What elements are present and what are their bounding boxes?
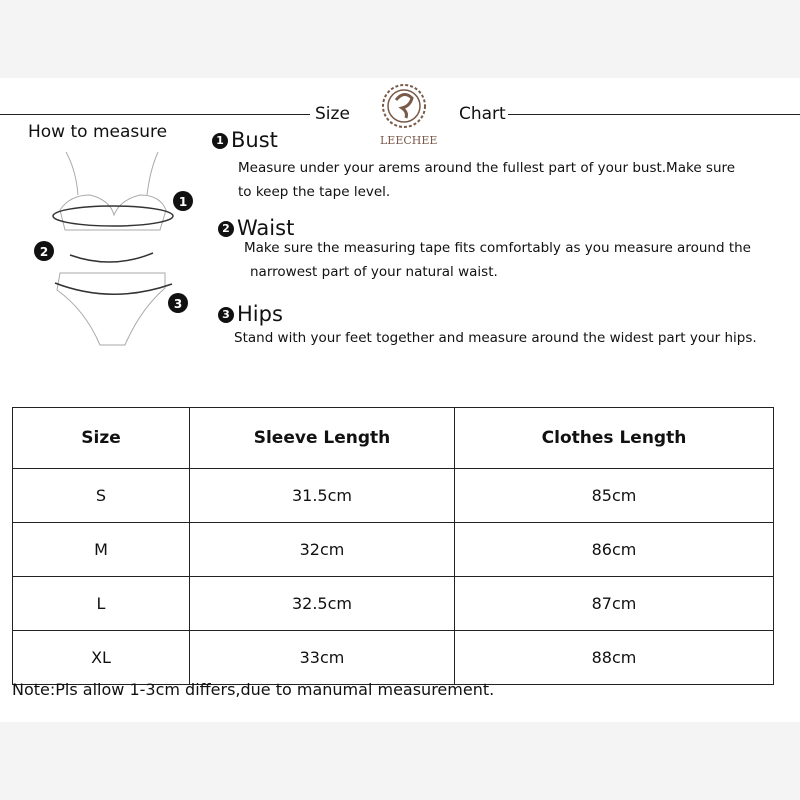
section-title: Waist xyxy=(237,216,295,240)
section-hips xyxy=(218,302,757,350)
cell: 87cm xyxy=(455,577,774,631)
size-table xyxy=(12,407,774,685)
cell: 85cm xyxy=(455,469,774,523)
top-band xyxy=(0,0,800,78)
marker-3: 3 xyxy=(173,297,183,311)
cell: 88cm xyxy=(455,631,774,685)
marker-2: 2 xyxy=(39,245,49,259)
how-to-measure-label: How to measure xyxy=(28,122,168,142)
table-row xyxy=(13,469,774,523)
divider-left xyxy=(0,114,310,115)
section-text: to keep the tape level. xyxy=(238,184,391,200)
title-size: Size xyxy=(315,104,350,124)
marker-1: 1 xyxy=(178,195,188,209)
table-row xyxy=(13,631,774,685)
divider-right xyxy=(508,114,800,115)
number-3-icon: 3 xyxy=(218,307,234,323)
table-header-row xyxy=(13,408,774,469)
note-text: Note:Pls allow 1-3cm differs,due to manumal measurement. xyxy=(12,680,495,699)
cell: S xyxy=(13,469,190,523)
cell: 31.5cm xyxy=(190,469,455,523)
number-2-icon: 2 xyxy=(218,221,234,237)
bottom-band xyxy=(0,722,800,800)
section-title: Bust xyxy=(231,128,278,152)
svg-text:LEECHEE: LEECHEE xyxy=(380,134,438,147)
section-title: Hips xyxy=(237,302,283,326)
cell: XL xyxy=(13,631,190,685)
section-bust xyxy=(212,128,735,204)
title-chart: Chart xyxy=(459,104,506,124)
section-text: narrowest part of your natural waist. xyxy=(250,264,498,280)
section-text: Stand with your feet together and measure around the widest part your hips. xyxy=(234,330,757,346)
cell: M xyxy=(13,523,190,577)
section-waist xyxy=(218,216,751,284)
cell: 33cm xyxy=(190,631,455,685)
table-row xyxy=(13,577,774,631)
section-text: Make sure the measuring tape fits comfortably as you measure around the xyxy=(244,240,751,256)
number-1-icon: 1 xyxy=(212,133,228,149)
header-clothes-length: Clothes Length xyxy=(455,408,774,469)
header-size: Size xyxy=(13,408,190,469)
section-text: Measure under your arems around the fullest part of your bust.Make sure xyxy=(238,160,736,176)
cell: 32cm xyxy=(190,523,455,577)
header-sleeve-length: Sleeve Length xyxy=(190,408,455,469)
table-row xyxy=(13,523,774,577)
cell: 32.5cm xyxy=(190,577,455,631)
cell: 86cm xyxy=(455,523,774,577)
cell: L xyxy=(13,577,190,631)
body-measure-illustration xyxy=(0,140,220,360)
